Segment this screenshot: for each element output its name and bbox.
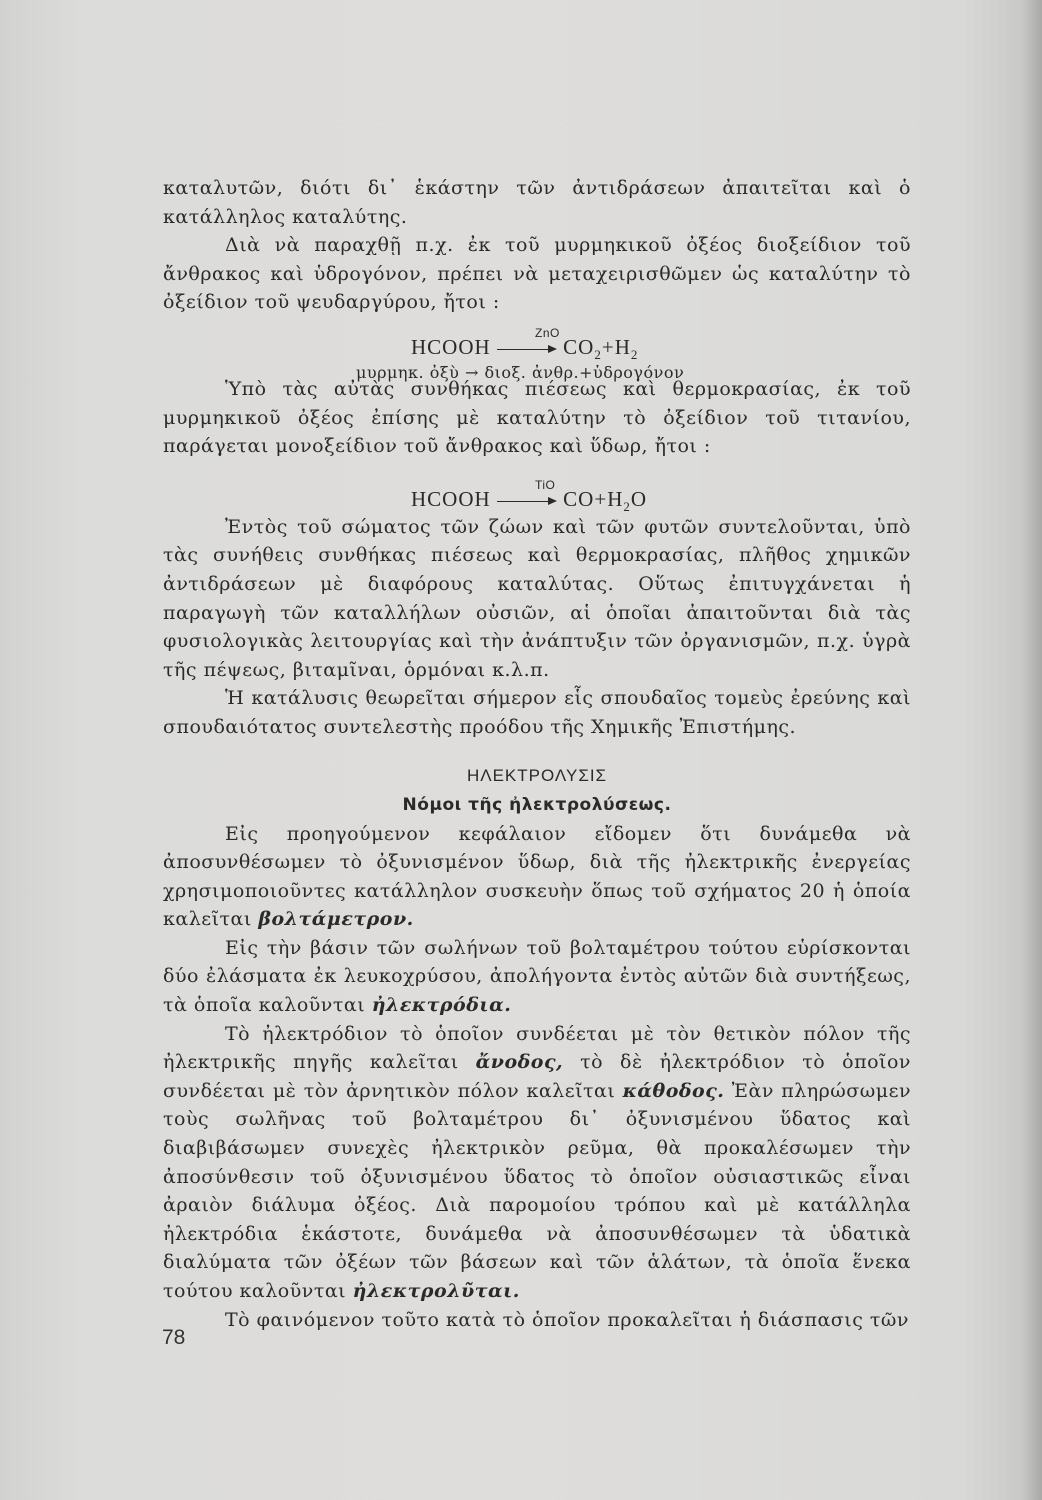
product-co: CO (563, 334, 595, 359)
paragraph-2: Διὰ νὰ παραχθῇ π.χ. ἐκ τοῦ μυρμηκικοῦ ὀξέος διοξείδιον τοῦ ἄνθρακος καὶ ὑδρογόνον, πρέπει νὰ μεταχειρισθῶμεν ὡς καταλύτην τὸ ὀξείδιον τοῦ ψευδαργύρου, ἤτοι : (163, 234, 911, 314)
paragraph-4: Ἐντὸς τοῦ σώματος τῶν ζώων καὶ τῶν φυτῶν συντελοῦνται, ὑπὸ τὰς συνήθεις συνθήκας πιέσεως καὶ θερμοκρασίας, πλῆθος χημικῶν ἀντιδράσεων μὲ διαφόρους καταλύτας. Οὕτως ἐπιτυγχάνεται ἡ παραγωγὴ τῶν καταλλήλων οὐσιῶν, αἱ ὁποῖαι ἀπαιτοῦνται διὰ τὰς φυσιολογικὰς λειτουργίας καὶ τὴν ἀνάπτυξιν τῶν ὀργανισμῶν, π.χ. ὑγρὰ τῆς πέψεως, βιταμῖναι, ὁρμόναι κ.λ.π. (163, 515, 911, 681)
paragraph-8-text-c: Ἐὰν πληρώσωμεν τοὺς σωλῆνας τοῦ βολταμέτρου δι᾽ ὀξυνισμένου ὕδατος καὶ διαβιβάσωμεν συνεχὲς ἠλεκτρικὸν ρεῦμα, θὰ προκαλέσωμεν τὴν ἀποσύνθεσιν τοῦ ὀξυνισμένου ὕδατος τὸ ὁποῖον οὐσιαστικῶς εἶναι ἀραιὸν διάλυμα ὀξέος. Διὰ παρομοίου τρόπου καὶ μὲ κατάλληλα ἠλεκτρόδια ἑκάστοτε, δυνάμεθα νὰ ἀποσυνθέσωμεν τὰ ὑδατικὰ διαλύματα τῶν ὀξέων τῶν βάσεων καὶ τῶν ἁλάτων, τὰ ὁποῖα ἕνεκα τούτου καλοῦνται (163, 1079, 911, 1302)
page-number: 78 (162, 1326, 186, 1349)
paragraph-6 (163, 820, 911, 934)
subscript: 2 (623, 498, 631, 514)
term-anode: ἄνοδος, (475, 1051, 564, 1074)
paragraph-8-text-b: τὸ δὲ ἠλεκτρόδιον τὸ ὁποῖον συνδέεται μὲ τὸν ἀρνητικὸν πόλον καλεῖται (163, 1051, 911, 1102)
term-cathode: κάθοδος. (622, 1079, 725, 1102)
subscript: 2 (630, 347, 639, 363)
paragraph-7-text: Εἰς τὴν βάσιν τῶν σωλήνων τοῦ βολταμέτρου τούτου εὑρίσκονται δύο ἐλάσματα ἐκ λευκοχρύσου, ἀπολήγοντα ἐντὸς αὐτῶν διὰ συντήξεως, τὰ ὁποῖα καλοῦνται (163, 936, 911, 1017)
paragraph-6-text: Εἰς προηγούμενον κεφάλαιον εἴδομεν ὅτι δυνάμεθα νὰ ἀποσυνθέσωμεν τὸ ὀξυνισμένον ὕδωρ, διὰ τῆς ἠλεκτρικῆς ἐνεργείας χρησιμοποιοῦντες κατάλληλον συσκευὴν ὅπως τοῦ σχήματος 20 ἡ ὁποία καλεῖται (163, 822, 911, 931)
catalyst-zno: ZnO (535, 325, 560, 340)
product-h: H (614, 334, 631, 359)
section-heading: ΗΛΕΚΤΡΟΛΥΣΙΣ (466, 765, 608, 785)
reaction-arrow-icon (497, 496, 557, 506)
product-o: O (630, 486, 648, 511)
paragraph-9: Τὸ φαινόμενον τοῦτο κατὰ τὸ ὁποῖον προκαλεῖται ἡ διάσπασις τῶν (225, 1308, 909, 1331)
body-text (163, 174, 911, 1334)
product-co: CO (563, 486, 595, 511)
term-electrodes: ἠλεκτρόδια. (371, 994, 512, 1017)
paragraph-5: Ἡ κατάλυσις θεωρεῖται σήμερον εἷς σπουδαῖος τομεὺς ἐρεύνης καὶ σπουδαιότατος συντελεστὴς προόδου τῆς Χημικῆς Ἐπιστήμης. (163, 687, 911, 738)
paragraph-1: καταλυτῶν, διότι δι᾽ ἑκάστην τῶν ἀντιδράσεων ἀπαιτεῖται καὶ ὁ κατάλληλος καταλύτης. (163, 177, 911, 228)
plus: + (601, 334, 615, 359)
equation-caption: μυρμηκ. ὀξὺ → διοξ. ἀνθρ.+ὑδρογόνον (356, 362, 685, 382)
plus: + (594, 486, 608, 511)
reactant: HCOOH (411, 486, 491, 511)
equation-tio (163, 461, 911, 513)
term-voltameter: βολτάμετρον. (258, 908, 414, 931)
subscript: 2 (594, 347, 602, 363)
reactant: HCOOH (411, 334, 491, 359)
paragraph-8 (163, 1020, 911, 1306)
paragraph-8-text-a: Τὸ ἠλεκτρόδιον τὸ ὁποῖον συνδέεται μὲ τὸν θετικὸν πόλον τῆς ἠλεκτρικῆς πηγῆς καλεῖται (163, 1022, 911, 1074)
equation-zno (163, 317, 911, 382)
product-h: H (607, 486, 624, 511)
term-electrolytes: ἠλεκτρολῦται. (352, 1280, 520, 1302)
subsection-heading: Νόμοι τῆς ἠλεκτρολύσεως. (402, 794, 672, 815)
paragraph-3: Ὑπὸ τὰς αὐτὰς συνθήκας πιέσεως καὶ θερμοκρασίας, ἐκ τοῦ μυρμηκικοῦ ὀξέος ἐπίσης μὲ καταλύτην τὸ ὀξείδιον τοῦ τιτανίου, παράγεται μονοξείδιον τοῦ ἄνθρακος καὶ ὕδωρ, ἤτοι : (163, 377, 911, 458)
reaction-arrow-icon (497, 344, 557, 354)
formula-tio (411, 485, 647, 522)
catalyst-tio: TiO (535, 477, 556, 492)
paragraph-7 (163, 934, 911, 1020)
